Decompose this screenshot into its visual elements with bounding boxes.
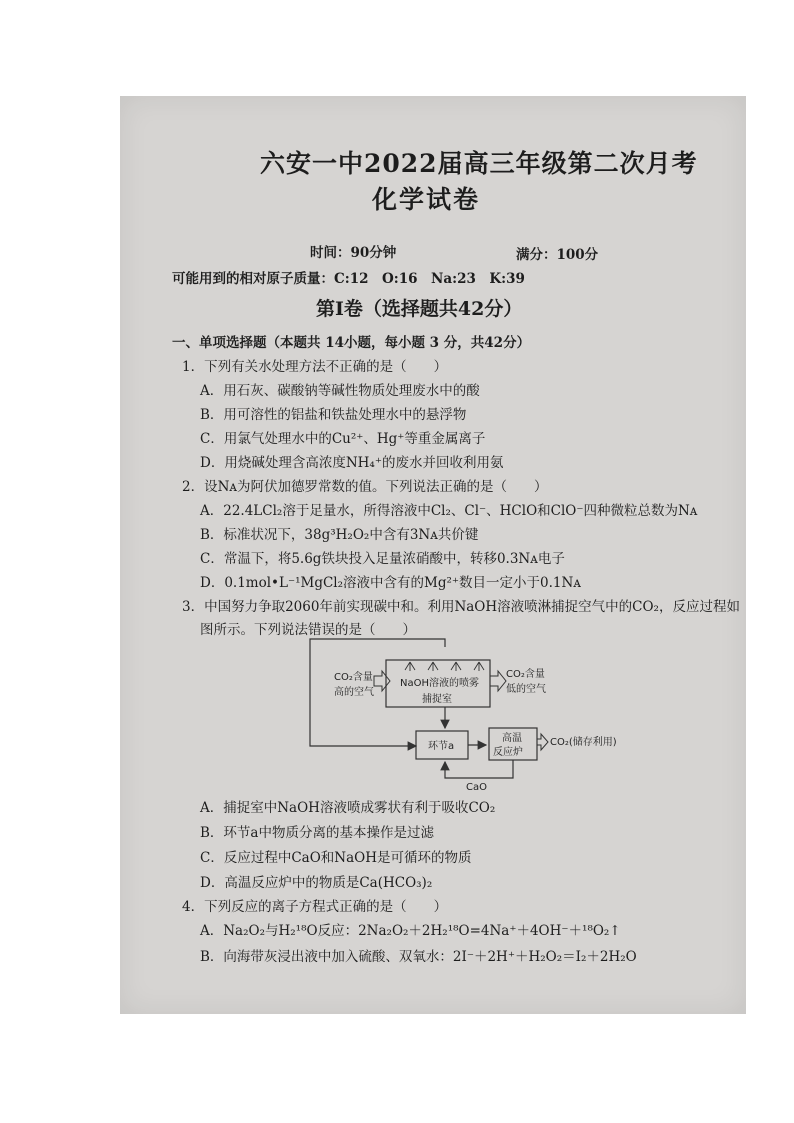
q2-option-d: D．0.1mol•L⁻¹MgCl₂溶液中含有的Mg²⁺数目一定小于0.1Nᴀ	[200, 575, 581, 591]
q3-stem-line1: 3．中国努力争取2060年前实现碳中和。利用NaOH溶液喷淋捕捉空气中的CO₂，反应过程如	[182, 599, 740, 615]
spray-icon	[405, 662, 484, 671]
q4-option-b: B．向海带灰浸出液中加入硫酸、双氧水：2I⁻＋2H⁺＋H₂O₂＝I₂＋2H₂O	[200, 949, 637, 965]
q1-option-a: A．用石灰、碳酸钠等碱性物质处理废水中的酸	[200, 383, 480, 399]
exam-subject: 化学试卷	[372, 185, 481, 214]
recycle-loop-line	[310, 639, 445, 746]
output-air-label-2: 低的空气	[506, 684, 546, 695]
q3-stem-line2: 图所示。下列说法错误的是（ ）	[200, 622, 416, 638]
co2-output-arrow	[537, 734, 548, 750]
input-air-label-1: CO₂含量	[334, 672, 373, 683]
input-air-label-2: 高的空气	[334, 687, 374, 698]
exam-time: 时间：90分钟	[310, 245, 397, 261]
q2-option-c: C．常温下，将5.6g铁块投入足量浓硝酸中，转移0.3Nᴀ电子	[200, 551, 565, 567]
q1-option-b: B．用可溶性的铝盐和铁盐处理水中的悬浮物	[200, 407, 467, 423]
q3-option-a: A．捕捉室中NaOH溶液喷成雾状有利于吸收CO₂	[200, 800, 496, 816]
q1-option-c: C．用氯气处理水中的Cu²⁺、Hg⁺等重金属离子	[200, 431, 486, 447]
q4-stem: 4．下列反应的离子方程式正确的是（ ）	[182, 899, 448, 915]
section-title: 第Ⅰ卷（选择题共42分）	[316, 298, 523, 320]
q3-option-c: C．反应过程中CaO和NaOH是可循环的物质	[200, 850, 472, 866]
furnace-label-2: 反应炉	[493, 747, 523, 758]
q2-stem: 2．设Nᴀ为阿伏加德罗常数的值。下列说法正确的是（ ）	[182, 479, 548, 495]
atomic-masses: 可能用到的相对原子质量：C:12 O:16 Na:23 K:39	[172, 271, 525, 287]
q3-option-d: D．高温反应炉中的物质是Ca(HCO₃)₂	[200, 875, 433, 891]
section-instruction: 一、单项选择题（本题共 14小题，每小题 3 分，共42分）	[172, 335, 531, 351]
step-a-label: 环节a	[428, 741, 455, 752]
output-arrow	[490, 671, 506, 691]
co2-storage-label: CO₂(储存利用)	[550, 737, 617, 748]
furnace-label-1: 高温	[502, 733, 522, 744]
cao-label: CaO	[466, 782, 487, 793]
q4-option-a: A．Na₂O₂与H₂¹⁸O反应：2Na₂O₂＋2H₂¹⁸O=4Na⁺＋4OH⁻＋¹⁸O₂↑	[200, 923, 621, 939]
q3-option-b: B．环节a中物质分离的基本操作是过滤	[200, 825, 434, 841]
cao-loop-line	[445, 760, 513, 778]
chamber-label-2: 捕捉室	[422, 694, 452, 705]
q1-stem: 1．下列有关水处理方法不正确的是（ ）	[182, 359, 448, 375]
exam-paper	[120, 96, 746, 1014]
exam-title: 六安一中2022届高三年级第二次月考	[260, 149, 698, 178]
input-arrow	[374, 671, 390, 691]
output-air-label-1: CO₂含量	[506, 669, 545, 680]
q2-option-a: A．22.4LCl₂溶于足量水，所得溶液中Cl₂、Cl⁻、HClO和ClO⁻四种微粒总数为Nᴀ	[200, 503, 698, 519]
q2-option-b: B．标准状况下，38g³H₂O₂中含有3Nᴀ共价键	[200, 527, 479, 543]
exam-score: 满分：100分	[516, 247, 599, 263]
q1-option-d: D．用烧碱处理含高浓度NH₄⁺的废水并回收利用氨	[200, 455, 504, 471]
chamber-label-1: NaOH溶液的喷雾	[400, 678, 479, 689]
